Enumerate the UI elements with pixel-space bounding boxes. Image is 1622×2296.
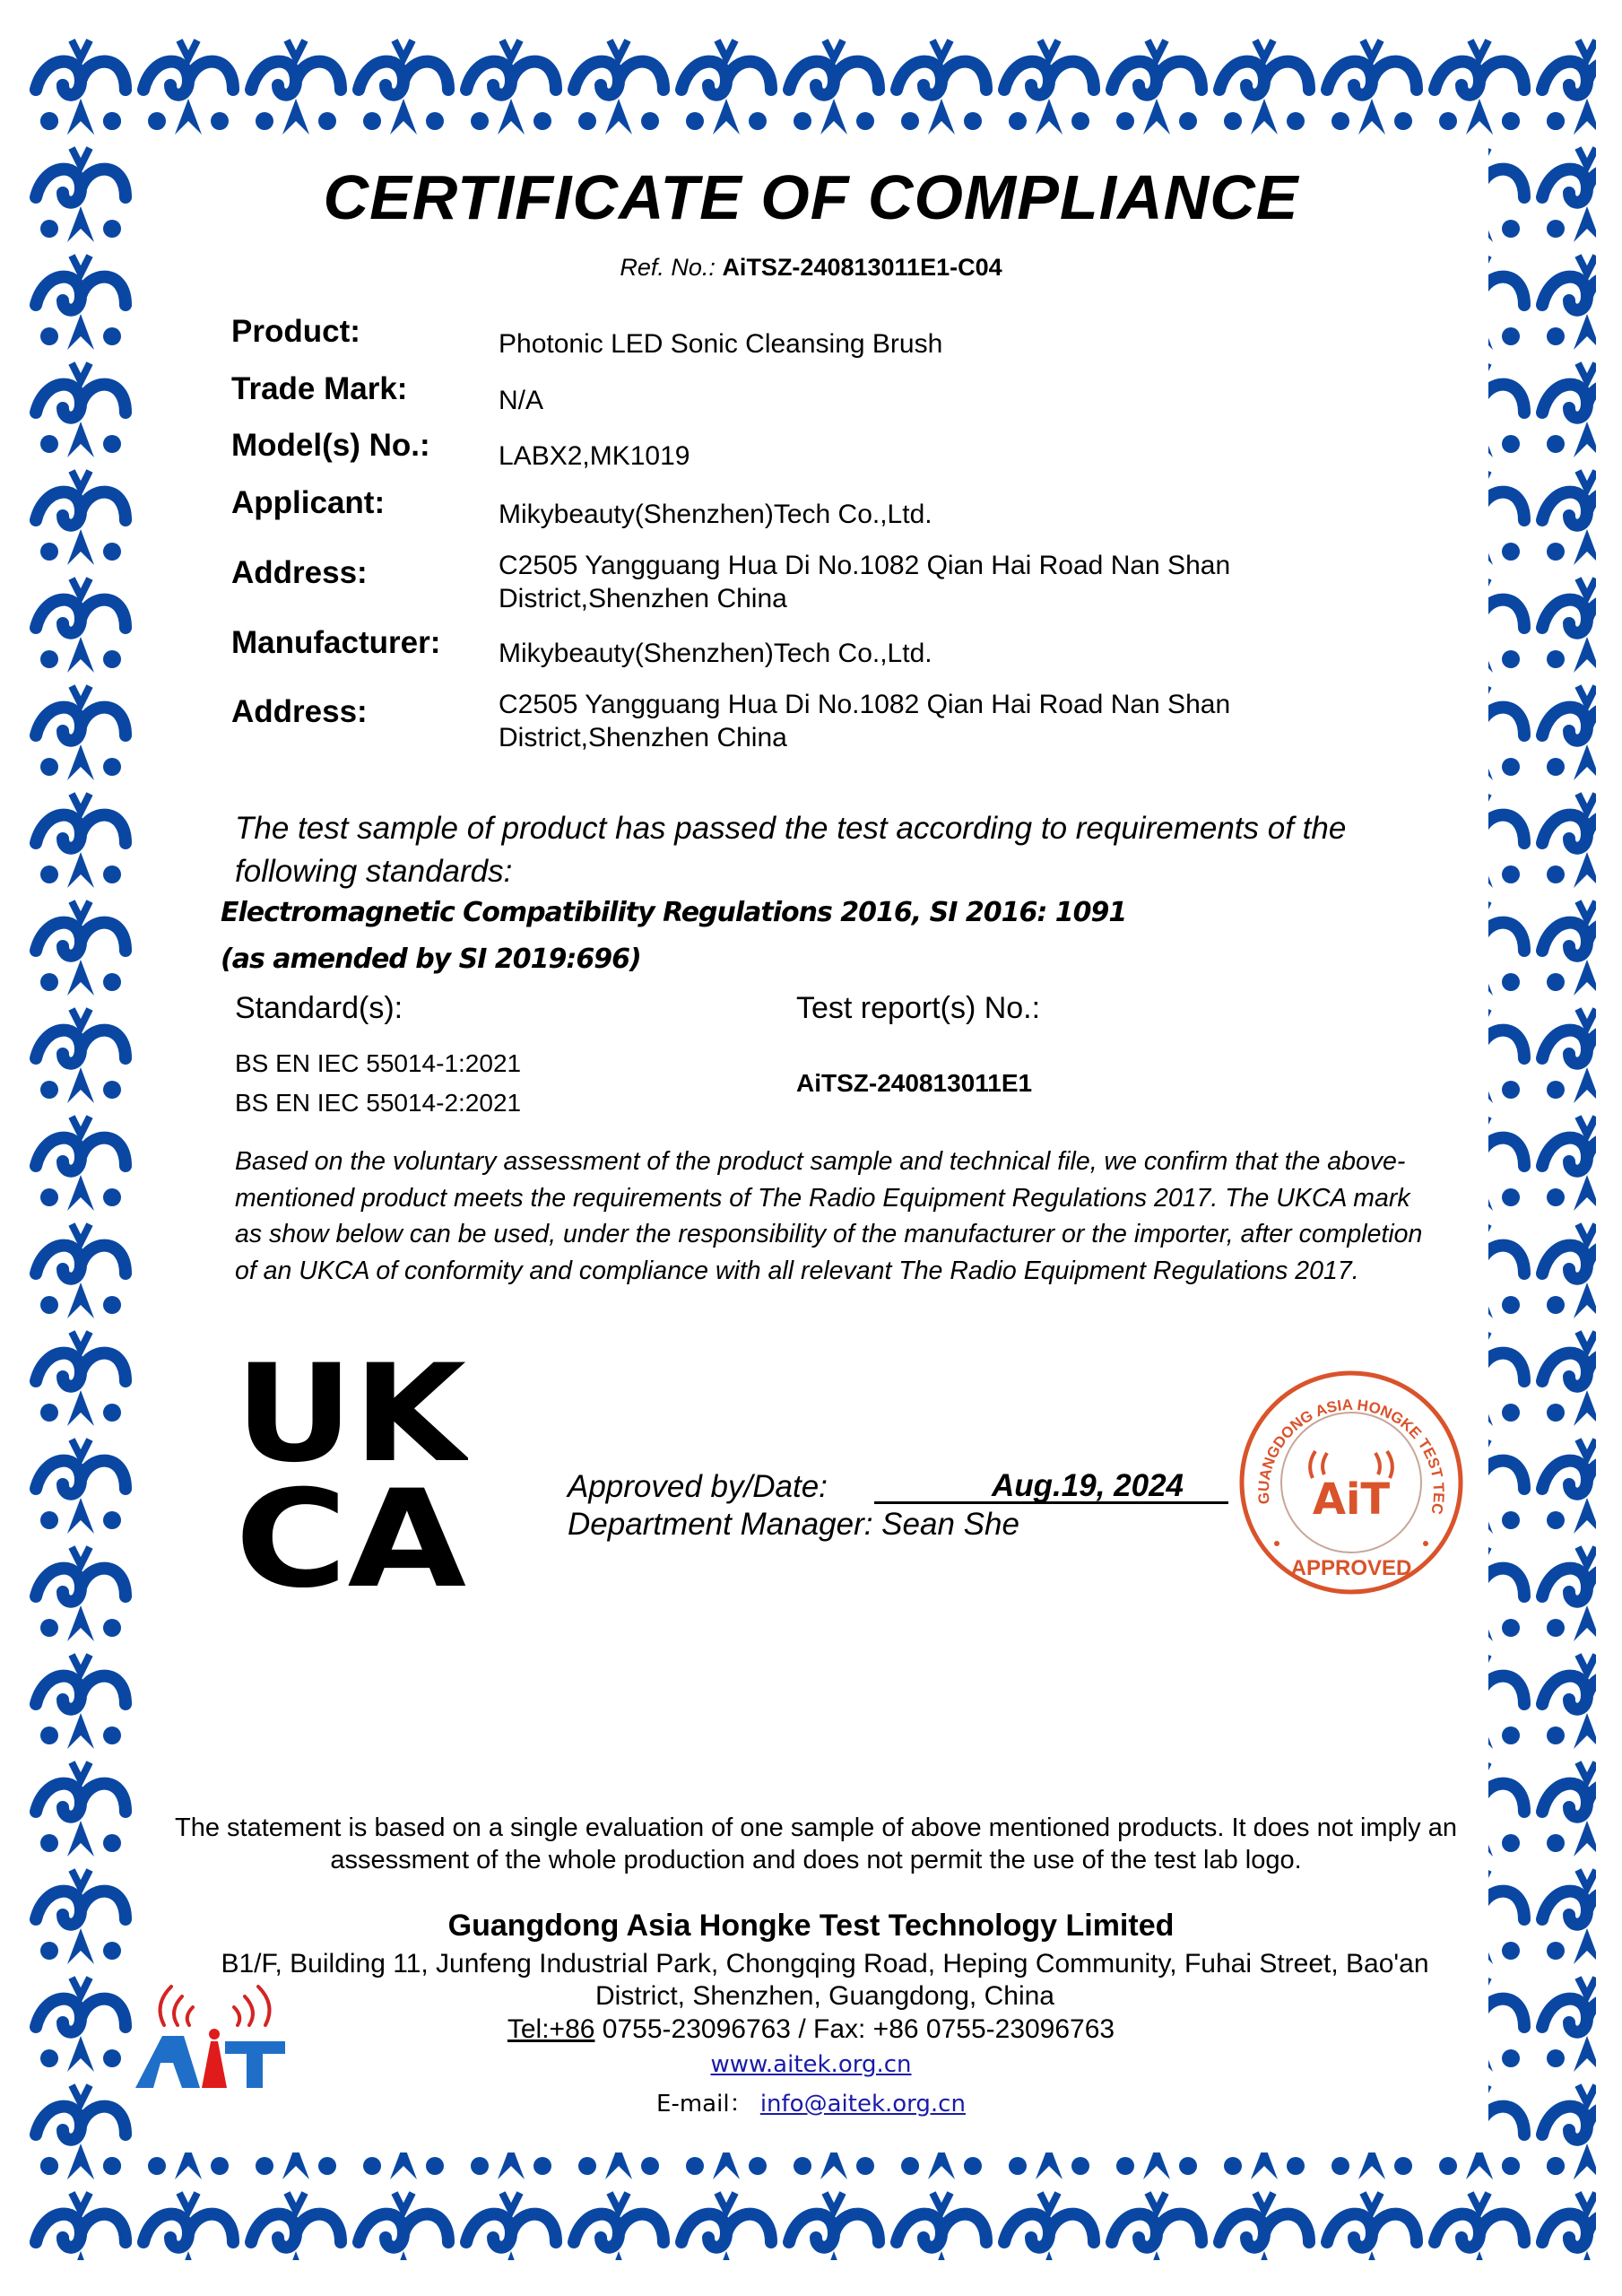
approval-date: Aug.19, 2024	[874, 1468, 1228, 1504]
regulation-line-2: (as amended by SI 2019:696)	[221, 944, 641, 975]
ukca-top-text: UK	[235, 1354, 468, 1492]
seal-ring-text: GUANGDONG ASIA HONGKE TEST TEC	[1254, 1396, 1448, 1517]
standards-heading: Standard(s):	[235, 991, 403, 1025]
manufacturer-address-label: Address:	[231, 694, 368, 729]
trade-mark-label: Trade Mark:	[231, 371, 408, 406]
disclaimer-statement: The statement is based on a single evaluation of one sample of above mentioned products. It does not imply an assessment of the whole production and does not permit the use of the test lab logo.	[175, 1813, 1457, 1874]
trade-mark-value: N/A	[499, 386, 544, 415]
applicant-address-value	[499, 549, 1230, 615]
ukca-mark	[235, 1354, 468, 1587]
email-link[interactable]: info@aitek.org.cn	[759, 2091, 966, 2118]
seal-icon	[1230, 1361, 1472, 1604]
ref-value: AiTSZ-240813011E1-C04	[722, 254, 1002, 281]
address-line: District,Shenzhen China	[499, 723, 787, 752]
test-intro-text: The test sample of product has passed the test according to requirements of the following standards:	[235, 811, 1347, 889]
department-manager: Department Manager: Sean She	[568, 1507, 1019, 1542]
footer-company-name: Guangdong Asia Hongke Test Technology Limited	[447, 1909, 1175, 1943]
tel-label: Tel:+86	[507, 2014, 595, 2044]
manufacturer-address-value	[499, 688, 1230, 754]
model-label: Model(s) No.:	[231, 428, 430, 463]
ait-logo-icon	[128, 1982, 290, 2099]
product-label: Product:	[231, 314, 360, 349]
address-line: C2505 Yangguang Hua Di No.1082 Qian Hai Road Nan Shan	[499, 690, 1231, 719]
seal-center-text: AiT	[1312, 1474, 1391, 1525]
ref-label: Ref. No.:	[620, 254, 716, 281]
manufacturer-value: Mikybeauty(Shenzhen)Tech Co.,Ltd.	[499, 639, 932, 668]
standard-item: BS EN IEC 55014-2:2021	[235, 1089, 522, 1117]
address-line: C2505 Yangguang Hua Di No.1082 Qian Hai Road Nan Shan	[499, 551, 1231, 580]
applicant-address-label: Address:	[231, 555, 368, 590]
reference-number	[0, 254, 1622, 282]
product-value: Photonic LED Sonic Cleansing Brush	[499, 329, 943, 359]
approval-seal	[1230, 1361, 1472, 1604]
applicant-label: Applicant:	[231, 485, 386, 520]
test-report-heading: Test report(s) No.:	[796, 991, 1041, 1025]
approved-by-label: Approved by/Date:	[568, 1469, 828, 1504]
assessment-text: Based on the voluntary assessment of the product sample and technical file, we confirm that the above-mentioned product meets the requirements of The Radio Equipment Regulations 2017. The UKCA mark as show below can be used, under the responsibility of the manufacturer or the importer, after completion of an UKCA of conformity and compliance with all relevant The Radio Equipment Regulations 2017.	[235, 1147, 1423, 1285]
standard-item: BS EN IEC 55014-1:2021	[235, 1049, 522, 1077]
email-label: E-mail：	[656, 2091, 753, 2118]
ait-logo	[128, 1982, 290, 2099]
address-line: District,Shenzhen China	[499, 584, 787, 613]
ukca-mark-icon	[235, 1354, 468, 1587]
seal-bottom-text: APPROVED	[1290, 1556, 1412, 1580]
regulation-line-1: Electromagnetic Compatibility Regulations 2016, SI 2016: 1091	[221, 897, 1127, 928]
footer-address	[152, 1948, 1497, 2013]
certificate-title: CERTIFICATE OF COMPLIANCE	[323, 162, 1299, 232]
manufacturer-label: Manufacturer:	[231, 625, 441, 660]
ukca-bottom-text: CA	[235, 1462, 466, 1587]
applicant-value: Mikybeauty(Shenzhen)Tech Co.,Ltd.	[499, 500, 932, 529]
address-line: B1/F, Building 11, Junfeng Industrial Park, Chongqing Road, Heping Community, Fuhai Street, Bao'an	[221, 1949, 1429, 1979]
website-link[interactable]: www.aitek.org.cn	[710, 2051, 912, 2078]
address-line: District, Shenzhen, Guangdong, China	[595, 1981, 1054, 2011]
model-value: LABX2,MK1019	[499, 441, 690, 471]
test-report-number: AiTSZ-240813011E1	[796, 1069, 1033, 1097]
tel-fax-numbers: 0755-23096763 / Fax: +86 0755-23096763	[594, 2014, 1115, 2044]
